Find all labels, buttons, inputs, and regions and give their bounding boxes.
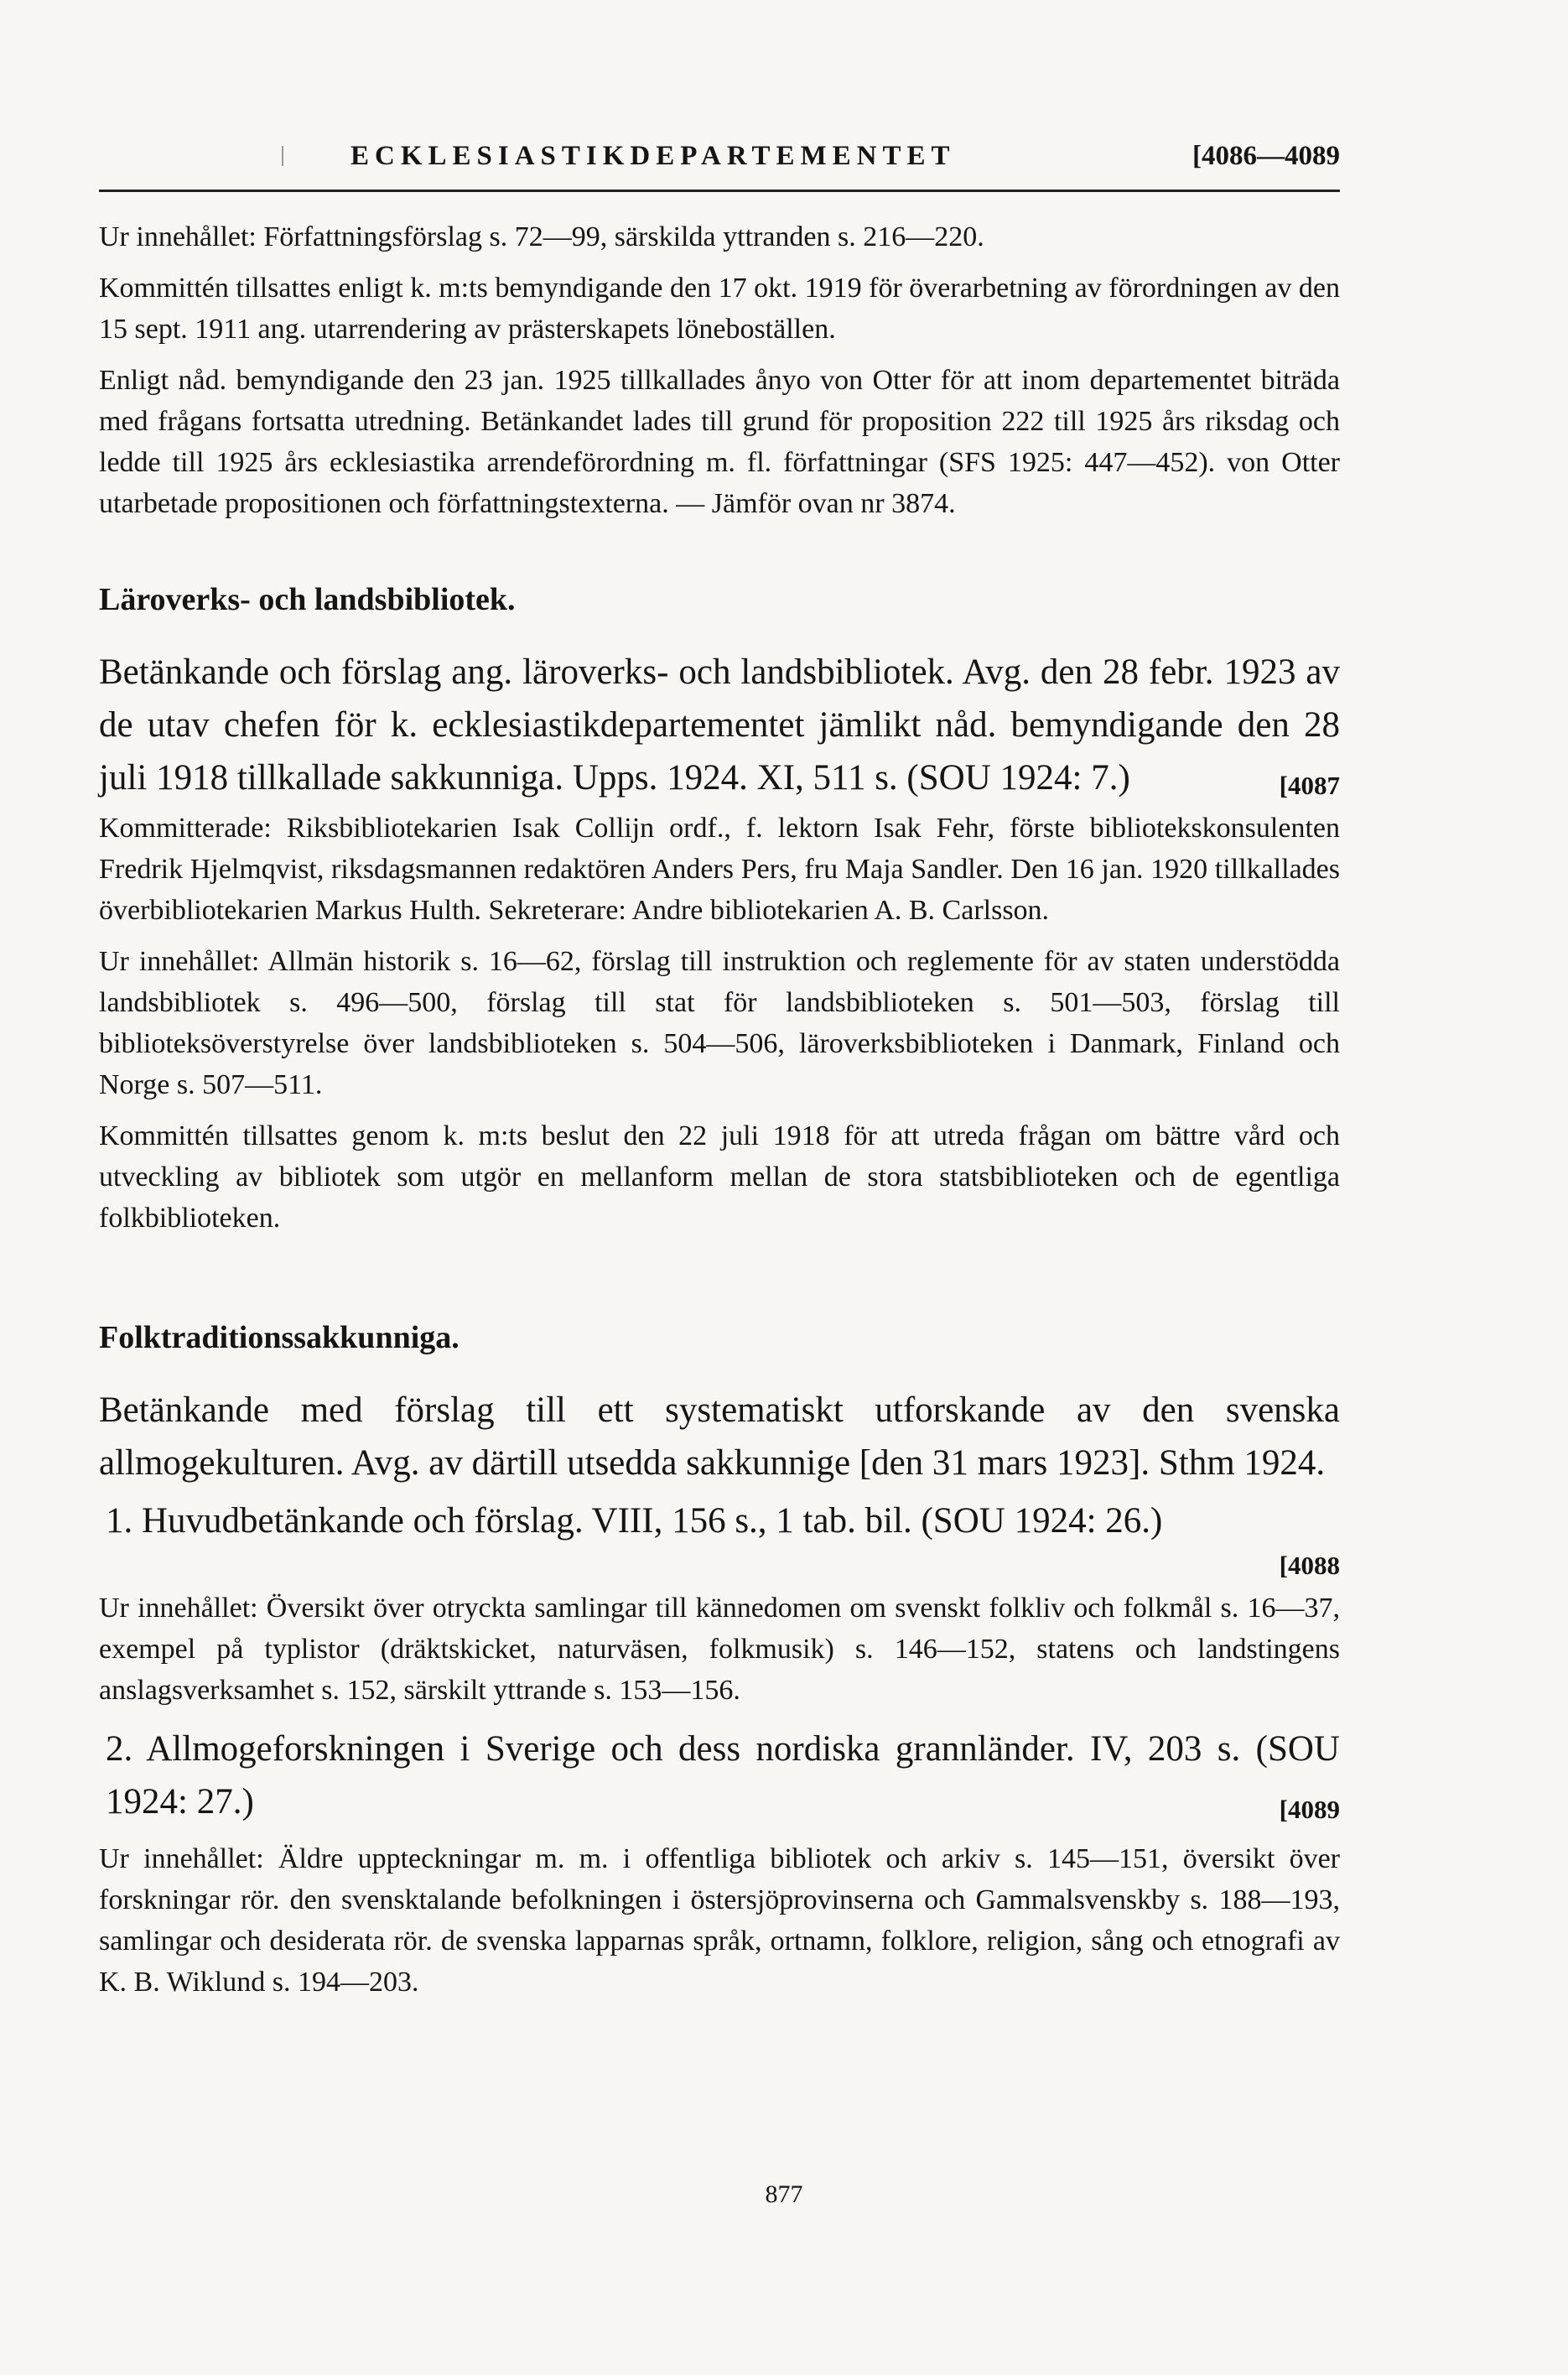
top-block [99,216,1340,524]
mandate-paragraph: Kommittén tillsattes genom k. m:ts beslut den 22 juli 1918 för att utreda frågan om bättre vård och utveckling av bibliotek som utgör en mellanform mellan de stora statsbiblioteken och de egentliga folkbiblioteken. [99,1120,1340,1234]
contents-paragraph: Ur innehållet: Allmän historik s. 16—62, förslag till instruktion och reglemente för av staten understödda landsbibliotek s. 496—500, förslag till stat för landsbiblioteken s. 501—503, förslag till biblioteksöverstyrelse över landsbiblioteken s. 504—506, läroverksbiblioteken i Danmark, Finland och Norge s. 507—511. [99,946,1340,1100]
entry-number: [4089 [1279,1795,1340,1824]
section-heading: Läroverks- och landsbibliotek. [99,582,516,617]
section-laroverk [99,579,1340,1239]
entry-number: [4087 [1279,771,1340,800]
volume-1-title: 1. Huvudbetänkande och förslag. VIII, 156 s., 1 tab. bil. (SOU 1924: 26.) [106,1501,1163,1541]
volume-2-title: 2. Allmogeforskningen i Sverige och dess nordiska grannländer. IV, 203 s. (SOU 1924: 27.) [106,1729,1340,1822]
section-heading: Folktraditionssakkunniga. [99,1320,459,1355]
history-paragraph: Enligt nåd. bemyndigande den 23 jan. 1925 tillkallades ånyo von Otter för att inom departementet biträda med frågans fortsatta utredning. Betänkandet lades till grund för proposition 222 till 1925 års riksdag och ledde till 1925 års ecklesiastika arrendeförordning m. fl. författningar (SFS 1925: 447—452). von Otter utarbetade propositionen och författningstexterna. — Jämför ovan nr 3874. [99,365,1340,519]
committee-paragraph: Kommittén tillsattes enligt k. m:ts bemyndigande den 17 okt. 1919 för överarbetning av förordningen av den 15 sept. 1911 ang. utarrendering av prästerskapets löneboställen. [99,273,1340,345]
contents-paragraph: Ur innehållet: Författningsförslag s. 72—99, särskilda yttranden s. 216—220. [99,221,984,252]
report-title: Betänkande och förslag ang. läroverks- och landsbibliotek. Avg. den 28 febr. 1923 av de utav chefen för k. ecklesiastikdepartementet jämlikt nåd. bemyndigande den 28 juli 1918 tillkallade sakkunniga. Upps. 1924. XI, 511 s. (SOU 1924: 7.) [99,652,1340,798]
running-header [99,141,1340,192]
members-paragraph: Kommitterade: Riksbibliotekarien Isak Collijn ordf., f. lektorn Isak Fehr, förste bibliotekskonsulenten Fredrik Hjelmqvist, riksdagsmannen redaktören Anders Pers, fru Maja Sandler. Den 16 jan. 1920 tillkallades överbibliotekarien Markus Hulth. Sekreterare: Andre bibliotekarien A. B. Carlsson. [99,813,1340,926]
running-title: ECKLESIASTIKDEPARTEMENTET [350,141,956,171]
entry-number: [4088 [1279,1551,1340,1580]
volume-2-contents: Ur innehållet: Äldre uppteckningar m. m. i offentliga bibliotek och arkiv s. 145—151, översikt över forskningar rör. den svensktalande befolkningen i östersjöprovinserna och Gammalsvenskby s. 188—193, samlingar och desiderata rör. de svenska lapparnas språk, ortnamn, folklore, religion, sång och etnografi av K. B. Wiklund s. 194—203. [99,1843,1340,1998]
page-number: 877 [765,2180,803,2208]
volume-1-contents: Ur innehållet: Översikt över otryckta samlingar till kännedomen om svenskt folkliv och folkmål s. 16—37, exempel på typlistor (dräktskicket, naturväsen, folkmusik) s. 146—152, statens och landstingens anslagsverksamhet s. 152, särskilt yttrande s. 153—156. [99,1593,1340,1706]
header-mark [282,146,283,166]
entry-range: [4086—4089 [1192,141,1340,171]
section-folktradition [99,1317,1340,2003]
report-title: Betänkande med förslag till ett systematiskt utforskande av den svenska allmogekulturen. Avg. av därtill utsedda sakkunnige [den 31 mars 1923]. Sthm 1924. [99,1390,1340,1483]
